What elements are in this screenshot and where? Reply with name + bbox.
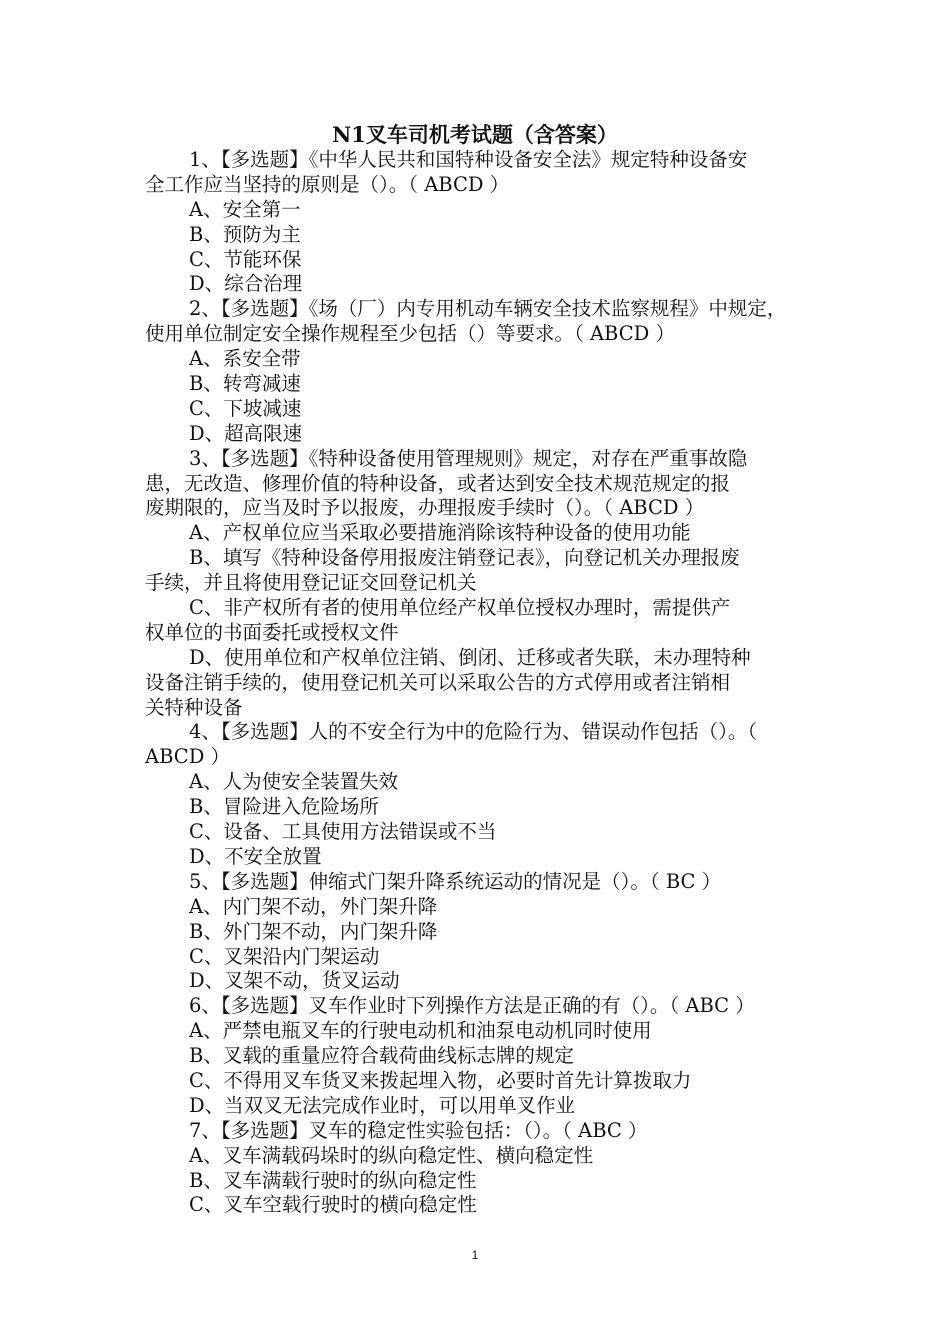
text-line: A、安全第一 bbox=[189, 197, 301, 221]
text-line: D、超高限速 bbox=[189, 421, 303, 445]
text-line: A、叉车满载码垛时的纵向稳定性、横向稳定性 bbox=[189, 1143, 594, 1167]
text-line: 手续，并且将使用登记证交回登记机关 bbox=[145, 571, 477, 595]
text-line: D、叉架不动，货叉运动 bbox=[189, 969, 400, 993]
text-line: D、使用单位和产权单位注销、倒闭、迁移或者失联，未办理特种 bbox=[189, 645, 751, 669]
text-line: 患，无改造、修理价值的特种设备，或者达到安全技术规范规定的报 bbox=[145, 471, 731, 495]
text-line: C、叉车空载行驶时的横向稳定性 bbox=[189, 1193, 477, 1217]
text-line: C、不得用叉车货叉来拨起埋入物，必要时首先计算拨取力 bbox=[189, 1068, 692, 1092]
text-line: A、人为使安全装置失效 bbox=[189, 770, 399, 794]
text-line: B、转弯减速 bbox=[189, 372, 301, 396]
text-line: B、预防为主 bbox=[189, 222, 301, 246]
text-line: 4、【多选题】人的不安全行为中的危险行为、错误动作包括（）。（ bbox=[189, 720, 758, 744]
text-line: D、综合治理 bbox=[189, 272, 303, 296]
text-line: C、下坡减速 bbox=[189, 396, 302, 420]
page-number: 1 bbox=[471, 1248, 479, 1262]
text-line: 关特种设备 bbox=[145, 695, 243, 719]
text-line: 废期限的，应当及时予以报废，办理报废手续时（）。（ ABCD ） bbox=[145, 496, 705, 520]
document-title: N1叉车司机考试题（含答案） bbox=[332, 122, 618, 147]
text-line: C、设备、工具使用方法错误或不当 bbox=[189, 820, 497, 844]
text-line: B、外门架不动，内门架升降 bbox=[189, 919, 438, 943]
text-line: D、当双叉无法完成作业时，可以用单叉作业 bbox=[189, 1093, 576, 1117]
text-line: ABCD ） bbox=[145, 745, 231, 769]
text-line: A、严禁电瓶叉车的行驶电动机和油泵电动机同时使用 bbox=[189, 1019, 652, 1043]
text-line: 2、【多选题】《场（厂）内专用机动车辆安全技术监察规程》中规定， bbox=[189, 297, 787, 321]
text-line: 7、【多选题】叉车的稳定性实验包括：（）。（ ABC ） bbox=[189, 1118, 648, 1142]
text-line: B、冒险进入危险场所 bbox=[189, 795, 379, 819]
text-line: B、叉车满载行驶时的纵向稳定性 bbox=[189, 1168, 477, 1192]
text-line: 使用单位制定安全操作规程至少包括（）等要求。（ ABCD ） bbox=[145, 322, 675, 346]
text-line: 设备注销手续的，使用登记机关可以采取公告的方式停用或者注销相 bbox=[145, 670, 731, 694]
text-line: 1、【多选题】《中华人民共和国特种设备安全法》规定特种设备安 bbox=[189, 148, 748, 171]
text-line: B、叉载的重量应符合载荷曲线标志牌的规定 bbox=[189, 1044, 574, 1068]
text-line: 6、【多选题】叉车作业时下列操作方法是正确的有（）。（ ABC ） bbox=[189, 994, 755, 1018]
text-line: C、节能环保 bbox=[189, 247, 302, 271]
document-body bbox=[145, 148, 815, 1218]
text-line: A、内门架不动，外门架升降 bbox=[189, 894, 438, 918]
text-line: D、不安全放置 bbox=[189, 844, 322, 868]
text-line: 3、【多选题】《特种设备使用管理规则》规定，对存在严重事故隐 bbox=[189, 446, 748, 470]
text-line: 权单位的书面委托或授权文件 bbox=[145, 620, 399, 644]
text-line: A、产权单位应当采取必要措施消除该特种设备的使用功能 bbox=[189, 521, 691, 545]
text-line: 5、【多选题】伸缩式门架升降系统运动的情况是（）。（ BC ） bbox=[189, 869, 722, 893]
text-line: A、系安全带 bbox=[189, 347, 301, 371]
text-line: B、填写《特种设备停用报废注销登记表》，向登记机关办理报废 bbox=[189, 546, 740, 570]
text-line: C、非产权所有者的使用单位经产权单位授权办理时，需提供产 bbox=[189, 596, 731, 620]
text-line: 全工作应当坚持的原则是（）。（ ABCD ） bbox=[145, 172, 510, 196]
text-line: C、叉架沿内门架运动 bbox=[189, 944, 380, 968]
